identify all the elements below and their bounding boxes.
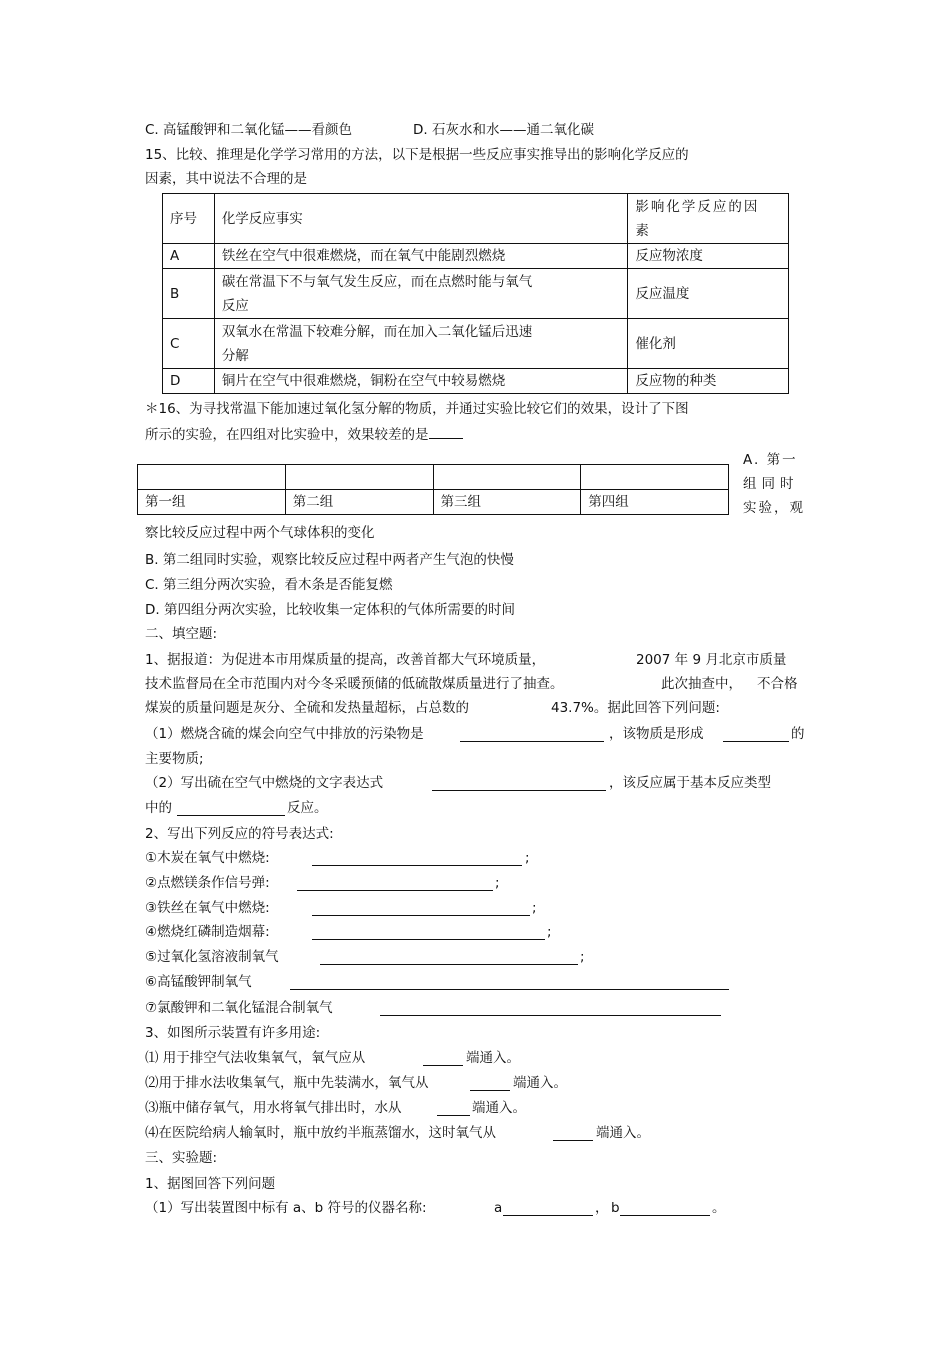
header-factor-line1: 影响化学反应的因 (635, 198, 760, 215)
row-factor: 催化剂 (628, 319, 789, 369)
s2-q1-line3: 煤炭的质量问题是灰分、全硫和发热量超标，占总数的 (145, 700, 469, 716)
row-fact: 铁丝在空气中很难燃烧，而在氧气中能剧烈燃烧 (214, 244, 628, 269)
q15-table (162, 193, 789, 394)
port-blank[interactable] (423, 1051, 463, 1066)
s2-q1-line2: 技术监督局在全市范围内对今冬采暖预储的低硫散煤质量进行了抽查。 (145, 676, 564, 692)
pollutant-blank[interactable] (460, 727, 604, 742)
period: 。 (712, 1200, 726, 1216)
s2-q1-sub1-c: 的 (791, 726, 805, 742)
port-blank[interactable] (470, 1076, 510, 1091)
row-fact-line2: 分解 (221, 347, 249, 364)
group-label: 第三组 (433, 490, 581, 515)
s2-q1-line1: 1、据报道：为促进本市用煤质量的提高，改善首都大气环境质量， (145, 652, 546, 668)
table-row (163, 369, 789, 394)
equation-blank[interactable] (312, 901, 530, 916)
row-id: D (163, 369, 215, 394)
s2-q1-line3-pct (551, 699, 720, 717)
group-image-cell (581, 465, 729, 490)
row-fact (214, 319, 628, 369)
row-id: B (163, 269, 215, 319)
q16-option-a-cont: 察比较反应过程中两个气球体积的变化 (145, 525, 375, 541)
word-equation-blank[interactable] (432, 776, 606, 791)
s2-q2-item-6: ⑥高锰酸钾制氧气 (145, 974, 252, 990)
header-fact: 化学反应事实 (214, 194, 628, 244)
q16-stem-line1: ＊16、为寻找常温下能加速过氧化氢分解的物质，并通过实验比较它们的效果，设计了下图 (145, 401, 689, 417)
s2-q3-item-2-end: 端通入。 (513, 1075, 567, 1091)
row-fact: 铜片在空气中很难燃烧，铜粉在空气中较易燃烧 (214, 369, 628, 394)
s2-q1-sub2-c: 中的 (145, 800, 172, 816)
row-id: A (163, 244, 215, 269)
q16-option-b: B. 第二组同时实验，观察比较反应过程中两者产生气泡的快慢 (145, 552, 514, 568)
answer-blank[interactable] (429, 424, 463, 439)
table-row (138, 490, 729, 515)
table-header-row (163, 194, 789, 244)
row-id: C (163, 319, 215, 369)
header-factor (628, 194, 789, 244)
s2-q3-item-3: ⑶瓶中储存氧气，用水将氧气排出时，水从 (145, 1100, 402, 1116)
equation-blank[interactable] (312, 851, 522, 866)
s2-q3-title: 3、如图所示装置有许多用途: (145, 1025, 321, 1041)
end-mark: ; (580, 949, 585, 965)
group-label: 第一组 (138, 490, 286, 515)
row-fact-line2: 反应 (221, 297, 249, 314)
q16-groups-table (137, 464, 729, 515)
row-factor: 反应物的种类 (628, 369, 789, 394)
instrument-a-blank[interactable] (503, 1201, 593, 1216)
q15-stem-line1: 15、比较、推理是化学学习常用的方法，以下是根据一些反应事实推导出的影响化学反应的 (145, 147, 689, 163)
s2-q1-sub1-b: ，该物质是形成 (609, 726, 704, 742)
q16-option-c: C. 第三组分两次实验，看木条是否能复燃 (145, 577, 393, 593)
s2-q1-sub2-d: 反应。 (287, 800, 328, 816)
s2-q3-item-2: ⑵用于排水法收集氧气，瓶中先装满水，氧气从 (145, 1075, 429, 1091)
s2-q3-item-4: ⑷在医院给病人输氧时，瓶中放约半瓶蒸馏水，这时氧气从 (145, 1125, 496, 1141)
equation-blank[interactable] (290, 975, 729, 990)
end-mark: ; (547, 924, 552, 940)
s3-q1: 1、据图回答下列问题 (145, 1176, 276, 1192)
s2-q2-item-1: ①木炭在氧气中燃烧: (145, 850, 270, 866)
group-image-cell (433, 465, 581, 490)
row-fact-line1: 双氧水在常温下较难分解，而在加入二氧化锰后迅速 (221, 323, 533, 340)
q16-stem-line2 (145, 424, 463, 444)
s2-q3-item-4-end: 端通入。 (596, 1125, 650, 1141)
label-b: b (611, 1200, 620, 1216)
q16-option-a-line1: A. 第一 (743, 452, 798, 468)
q16-stem-text: 所示的实验，在四组对比实验中，效果较差的是 (145, 427, 429, 443)
label-a: a (494, 1200, 503, 1216)
equation-blank[interactable] (297, 876, 493, 891)
row-factor: 反应物浓度 (628, 244, 789, 269)
q16-option-a-line2: 组同时 (743, 476, 799, 492)
s2-q3-item-1-end: 端通入。 (466, 1050, 520, 1066)
row-fact (214, 269, 628, 319)
s2-q2-item-4: ④燃烧红磷制造烟幕: (145, 924, 270, 940)
reaction-type-blank[interactable] (177, 801, 285, 816)
equation-blank[interactable] (380, 1001, 721, 1016)
s2-q3-item-3-end: 端通入。 (472, 1100, 526, 1116)
header-factor-line2: 素 (635, 222, 651, 239)
equation-blank[interactable] (320, 950, 578, 965)
s2-q1-line2-b: 此次抽查中， (661, 676, 742, 692)
q14-option-d: D. 石灰水和水——通二氧化碳 (413, 122, 594, 138)
end-mark: ; (525, 850, 530, 866)
s2-q2-item-7: ⑦氯酸钾和二氧化锰混合制氧气 (145, 1000, 333, 1016)
row-factor: 反应温度 (628, 269, 789, 319)
end-mark: ; (532, 900, 537, 916)
q16-option-a-line3: 实验，观 (743, 500, 805, 516)
section2-title: 二、填空题: (145, 626, 218, 642)
row-fact-line1: 碳在常温下不与氧气发生反应，而在点燃时能与氧气 (221, 273, 533, 290)
s2-q1-line1-date: 2007 年 9 月北京市质量 (636, 652, 787, 668)
end-mark: ; (495, 875, 500, 891)
table-row (163, 244, 789, 269)
comma: ， (595, 1200, 609, 1216)
table-row (163, 319, 789, 369)
table-row (138, 465, 729, 490)
instrument-b-blank[interactable] (620, 1201, 710, 1216)
q16-option-d: D. 第四组分两次实验，比较收集一定体积的气体所需要的时间 (145, 602, 515, 618)
s2-q2-item-5: ⑤过氧化氢溶液制氧气 (145, 949, 279, 965)
s2-q1-sub1-d: 主要物质; (145, 751, 204, 767)
s2-q1-sub2-b: ，该反应属于基本反应类型 (609, 775, 771, 791)
phenomenon-blank[interactable] (723, 727, 789, 742)
group-image-cell (285, 465, 433, 490)
s2-q3-item-1: ⑴ 用于排空气法收集氧气，氧气应从 (145, 1050, 366, 1066)
percent-value: 43.7% (551, 700, 594, 716)
s2-q2-title: 2、写出下列反应的符号表达式: (145, 826, 334, 842)
s2-q2-item-3: ③铁丝在氧气中燃烧: (145, 900, 270, 916)
header-seq: 序号 (163, 194, 215, 244)
equation-blank[interactable] (312, 925, 545, 940)
table-row (163, 269, 789, 319)
group-label: 第四组 (581, 490, 729, 515)
s2-q1-sub2: （2）写出硫在空气中燃烧的文字表达式 (145, 775, 384, 791)
port-blank[interactable] (437, 1101, 470, 1116)
s2-q1-line3-end: 。据此回答下列问题: (593, 700, 720, 716)
s2-q2-item-2: ②点燃镁条作信号弹: (145, 875, 270, 891)
group-image-cell (138, 465, 286, 490)
port-blank[interactable] (553, 1126, 593, 1141)
q15-stem-line2: 因素，其中说法不合理的是 (145, 171, 307, 187)
s2-q1-sub1: （1）燃烧含硫的煤会向空气中排放的污染物是 (145, 726, 424, 742)
s3-q1-sub1: （1）写出装置图中标有 a、b 符号的仪器名称: (145, 1200, 427, 1216)
s2-q1-line2-c: 不合格 (757, 676, 798, 692)
section3-title: 三、实验题: (145, 1150, 218, 1166)
q14-option-c: C. 高锰酸钾和二氧化锰——看颜色 (145, 122, 353, 138)
group-label: 第二组 (285, 490, 433, 515)
